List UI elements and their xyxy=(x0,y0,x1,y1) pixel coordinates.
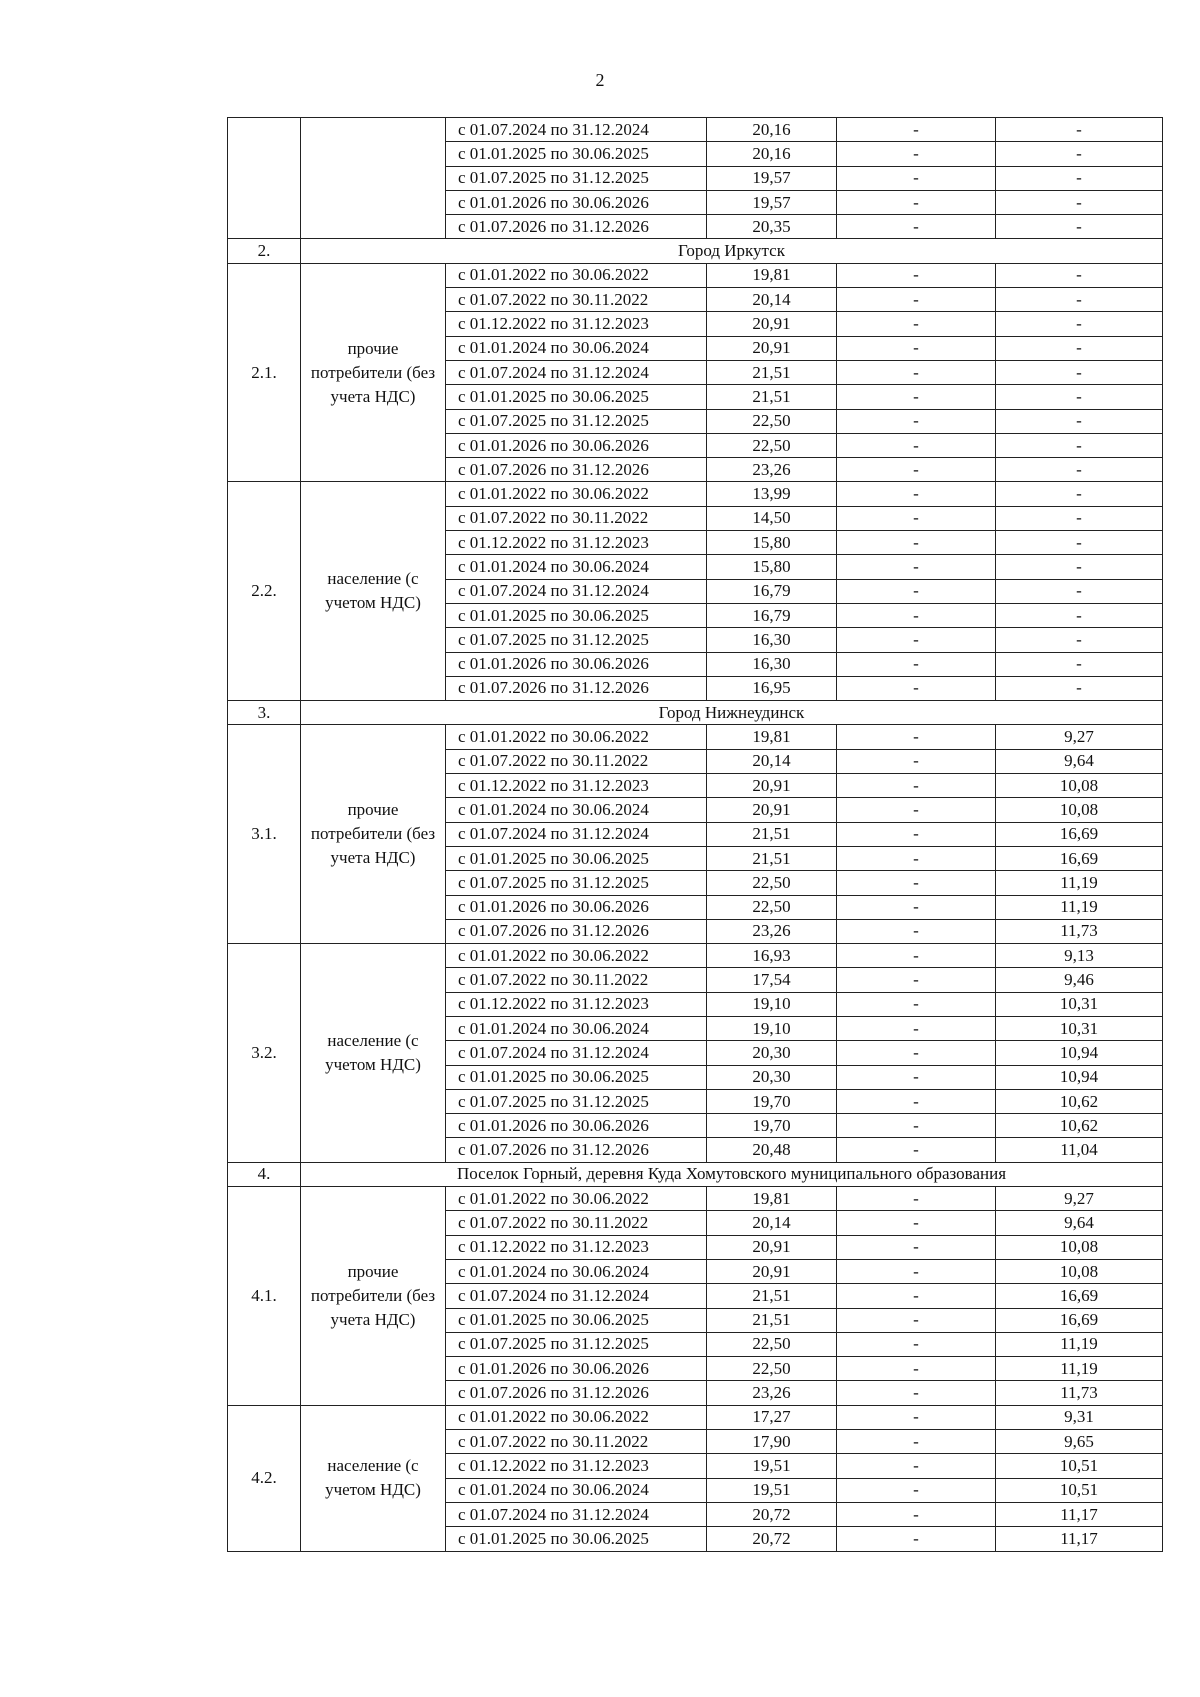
value-cell: - xyxy=(996,118,1163,142)
value-cell: 23,26 xyxy=(707,919,837,943)
period-cell: с 01.07.2025 по 31.12.2025 xyxy=(446,871,707,895)
value-cell: - xyxy=(837,1405,996,1429)
value-cell: - xyxy=(837,871,996,895)
value-cell: 14,50 xyxy=(707,506,837,530)
value-cell: - xyxy=(837,1114,996,1138)
period-cell: с 01.01.2024 по 30.06.2024 xyxy=(446,1259,707,1283)
value-cell: 17,90 xyxy=(707,1430,837,1454)
table-row xyxy=(228,263,1163,287)
value-cell: - xyxy=(837,628,996,652)
period-cell: с 01.12.2022 по 31.12.2023 xyxy=(446,992,707,1016)
value-cell: 10,31 xyxy=(996,992,1163,1016)
value-cell: 20,14 xyxy=(707,749,837,773)
period-cell: с 01.01.2024 по 30.06.2024 xyxy=(446,555,707,579)
period-cell: с 01.07.2024 по 31.12.2024 xyxy=(446,360,707,384)
value-cell: - xyxy=(837,676,996,700)
period-cell: с 01.01.2025 по 30.06.2025 xyxy=(446,385,707,409)
group-number: 4.1. xyxy=(228,1187,301,1406)
value-cell: 21,51 xyxy=(707,822,837,846)
value-cell: - xyxy=(837,288,996,312)
value-cell: - xyxy=(996,215,1163,239)
value-cell: 22,50 xyxy=(707,1357,837,1381)
period-cell: с 01.07.2026 по 31.12.2026 xyxy=(446,1138,707,1162)
value-cell: 16,95 xyxy=(707,676,837,700)
period-cell: с 01.12.2022 по 31.12.2023 xyxy=(446,1235,707,1259)
table-row xyxy=(228,944,1163,968)
value-cell: 11,04 xyxy=(996,1138,1163,1162)
value-cell: 23,26 xyxy=(707,1381,837,1405)
value-cell: 20,91 xyxy=(707,798,837,822)
period-cell: с 01.07.2024 по 31.12.2024 xyxy=(446,579,707,603)
period-cell: с 01.07.2022 по 30.11.2022 xyxy=(446,968,707,992)
period-cell: с 01.01.2024 по 30.06.2024 xyxy=(446,1478,707,1502)
value-cell: 19,57 xyxy=(707,166,837,190)
value-cell: - xyxy=(837,506,996,530)
value-cell: 19,81 xyxy=(707,1187,837,1211)
value-cell: - xyxy=(837,1478,996,1502)
consumer-group-label: прочие потребители (без учета НДС) xyxy=(301,263,446,482)
value-cell: - xyxy=(837,1284,996,1308)
value-cell: 10,08 xyxy=(996,1235,1163,1259)
value-cell: 16,69 xyxy=(996,846,1163,870)
value-cell: 21,51 xyxy=(707,1284,837,1308)
value-cell: 20,91 xyxy=(707,312,837,336)
value-cell: - xyxy=(837,1016,996,1040)
period-cell: с 01.07.2026 по 31.12.2026 xyxy=(446,676,707,700)
value-cell: 21,51 xyxy=(707,846,837,870)
period-cell: с 01.01.2026 по 30.06.2026 xyxy=(446,1357,707,1381)
value-cell: 10,51 xyxy=(996,1478,1163,1502)
value-cell: - xyxy=(837,652,996,676)
value-cell: 20,30 xyxy=(707,1041,837,1065)
value-cell: - xyxy=(837,215,996,239)
value-cell: - xyxy=(996,458,1163,482)
value-cell: 10,94 xyxy=(996,1041,1163,1065)
value-cell: - xyxy=(996,312,1163,336)
value-cell: 21,51 xyxy=(707,360,837,384)
value-cell: - xyxy=(837,458,996,482)
value-cell: - xyxy=(837,1041,996,1065)
value-cell: - xyxy=(996,336,1163,360)
table-row xyxy=(228,1405,1163,1429)
period-cell: с 01.07.2025 по 31.12.2025 xyxy=(446,628,707,652)
value-cell: - xyxy=(837,895,996,919)
period-cell: с 01.01.2024 по 30.06.2024 xyxy=(446,798,707,822)
value-cell: 16,30 xyxy=(707,652,837,676)
value-cell: 9,64 xyxy=(996,1211,1163,1235)
section-number: 4. xyxy=(228,1162,301,1186)
period-cell: с 01.01.2025 по 30.06.2025 xyxy=(446,1527,707,1551)
value-cell: - xyxy=(837,482,996,506)
value-cell: 23,26 xyxy=(707,458,837,482)
value-cell: 9,64 xyxy=(996,749,1163,773)
section-header-row xyxy=(228,701,1163,725)
value-cell: 19,70 xyxy=(707,1114,837,1138)
period-cell: с 01.07.2024 по 31.12.2024 xyxy=(446,1502,707,1526)
value-cell: 11,73 xyxy=(996,1381,1163,1405)
section-title: Город Иркутск xyxy=(301,239,1163,263)
value-cell: - xyxy=(996,506,1163,530)
consumer-group-label: население (с учетом НДС) xyxy=(301,482,446,701)
section-number: 2. xyxy=(228,239,301,263)
period-cell: с 01.07.2024 по 31.12.2024 xyxy=(446,118,707,142)
period-cell: с 01.01.2022 по 30.06.2022 xyxy=(446,725,707,749)
table-row xyxy=(228,482,1163,506)
item-number-cell xyxy=(228,118,301,239)
group-number: 3.1. xyxy=(228,725,301,944)
value-cell: - xyxy=(837,385,996,409)
period-cell: с 01.07.2022 по 30.11.2022 xyxy=(446,749,707,773)
value-cell: - xyxy=(996,531,1163,555)
value-cell: - xyxy=(837,579,996,603)
table-row xyxy=(228,118,1163,142)
value-cell: 20,91 xyxy=(707,774,837,798)
period-cell: с 01.07.2025 по 31.12.2025 xyxy=(446,166,707,190)
value-cell: - xyxy=(837,1332,996,1356)
value-cell: - xyxy=(837,749,996,773)
consumer-group-label: население (с учетом НДС) xyxy=(301,1405,446,1551)
value-cell: - xyxy=(996,263,1163,287)
value-cell: 22,50 xyxy=(707,409,837,433)
period-cell: с 01.01.2025 по 30.06.2025 xyxy=(446,846,707,870)
value-cell: - xyxy=(837,1381,996,1405)
value-cell: 21,51 xyxy=(707,385,837,409)
value-cell: 20,14 xyxy=(707,288,837,312)
value-cell: - xyxy=(837,531,996,555)
period-cell: с 01.01.2026 по 30.06.2026 xyxy=(446,1114,707,1138)
value-cell: - xyxy=(996,579,1163,603)
section-title: Город Нижнеудинск xyxy=(301,701,1163,725)
value-cell: 16,30 xyxy=(707,628,837,652)
value-cell: 10,62 xyxy=(996,1114,1163,1138)
value-cell: - xyxy=(996,166,1163,190)
value-cell: 19,10 xyxy=(707,1016,837,1040)
value-cell: 20,16 xyxy=(707,118,837,142)
period-cell: с 01.01.2025 по 30.06.2025 xyxy=(446,1065,707,1089)
period-cell: с 01.01.2022 по 30.06.2022 xyxy=(446,1187,707,1211)
consumer-group-label: прочие потребители (без учета НДС) xyxy=(301,1187,446,1406)
value-cell: 20,91 xyxy=(707,1235,837,1259)
value-cell: 19,57 xyxy=(707,190,837,214)
period-cell: с 01.07.2026 по 31.12.2026 xyxy=(446,215,707,239)
period-cell: с 01.01.2022 по 30.06.2022 xyxy=(446,263,707,287)
value-cell: 16,69 xyxy=(996,1308,1163,1332)
consumer-group-cell xyxy=(301,118,446,239)
value-cell: - xyxy=(837,142,996,166)
value-cell: 20,48 xyxy=(707,1138,837,1162)
period-cell: с 01.07.2022 по 30.11.2022 xyxy=(446,1211,707,1235)
table-row xyxy=(228,725,1163,749)
period-cell: с 01.01.2026 по 30.06.2026 xyxy=(446,895,707,919)
value-cell: 16,69 xyxy=(996,1284,1163,1308)
value-cell: - xyxy=(837,1308,996,1332)
tariff-table xyxy=(227,117,1163,1552)
period-cell: с 01.01.2024 по 30.06.2024 xyxy=(446,336,707,360)
value-cell: 20,91 xyxy=(707,336,837,360)
value-cell: 9,27 xyxy=(996,725,1163,749)
value-cell: 9,65 xyxy=(996,1430,1163,1454)
value-cell: - xyxy=(996,142,1163,166)
value-cell: 11,19 xyxy=(996,1332,1163,1356)
period-cell: с 01.01.2025 по 30.06.2025 xyxy=(446,603,707,627)
period-cell: с 01.07.2022 по 30.11.2022 xyxy=(446,1430,707,1454)
value-cell: 20,72 xyxy=(707,1502,837,1526)
value-cell: 10,08 xyxy=(996,1259,1163,1283)
value-cell: 22,50 xyxy=(707,895,837,919)
value-cell: 11,19 xyxy=(996,895,1163,919)
value-cell: 20,30 xyxy=(707,1065,837,1089)
value-cell: 10,08 xyxy=(996,774,1163,798)
period-cell: с 01.12.2022 по 31.12.2023 xyxy=(446,1454,707,1478)
value-cell: 16,93 xyxy=(707,944,837,968)
value-cell: 11,19 xyxy=(996,871,1163,895)
value-cell: - xyxy=(837,968,996,992)
value-cell: 11,17 xyxy=(996,1502,1163,1526)
value-cell: 22,50 xyxy=(707,1332,837,1356)
section-header-row xyxy=(228,1162,1163,1186)
group-number: 2.1. xyxy=(228,263,301,482)
value-cell: 16,69 xyxy=(996,822,1163,846)
value-cell: - xyxy=(996,482,1163,506)
value-cell: - xyxy=(996,676,1163,700)
value-cell: 21,51 xyxy=(707,1308,837,1332)
value-cell: 22,50 xyxy=(707,433,837,457)
value-cell: - xyxy=(837,166,996,190)
value-cell: 13,99 xyxy=(707,482,837,506)
value-cell: 11,17 xyxy=(996,1527,1163,1551)
period-cell: с 01.07.2022 по 30.11.2022 xyxy=(446,288,707,312)
value-cell: 19,51 xyxy=(707,1454,837,1478)
value-cell: - xyxy=(837,822,996,846)
value-cell: 16,79 xyxy=(707,603,837,627)
value-cell: 10,31 xyxy=(996,1016,1163,1040)
value-cell: 22,50 xyxy=(707,871,837,895)
table-row xyxy=(228,1187,1163,1211)
value-cell: - xyxy=(837,360,996,384)
value-cell: - xyxy=(837,1138,996,1162)
value-cell: 19,51 xyxy=(707,1478,837,1502)
value-cell: - xyxy=(996,288,1163,312)
value-cell: - xyxy=(996,385,1163,409)
consumer-group-label: население (с учетом НДС) xyxy=(301,944,446,1163)
value-cell: - xyxy=(996,433,1163,457)
period-cell: с 01.12.2022 по 31.12.2023 xyxy=(446,774,707,798)
value-cell: - xyxy=(996,628,1163,652)
page-number: 2 xyxy=(595,70,605,90)
value-cell: 19,70 xyxy=(707,1089,837,1113)
value-cell: - xyxy=(837,409,996,433)
period-cell: с 01.01.2022 по 30.06.2022 xyxy=(446,482,707,506)
value-cell: - xyxy=(837,1527,996,1551)
value-cell: 11,73 xyxy=(996,919,1163,943)
value-cell: - xyxy=(837,992,996,1016)
value-cell: 20,16 xyxy=(707,142,837,166)
value-cell: - xyxy=(837,1187,996,1211)
period-cell: с 01.01.2022 по 30.06.2022 xyxy=(446,944,707,968)
period-cell: с 01.07.2024 по 31.12.2024 xyxy=(446,1041,707,1065)
value-cell: - xyxy=(996,603,1163,627)
value-cell: 9,27 xyxy=(996,1187,1163,1211)
value-cell: - xyxy=(837,118,996,142)
value-cell: - xyxy=(996,409,1163,433)
value-cell: - xyxy=(837,336,996,360)
section-title: Поселок Горный, деревня Куда Хомутовского муниципального образования xyxy=(301,1162,1163,1186)
value-cell: 16,79 xyxy=(707,579,837,603)
value-cell: 9,46 xyxy=(996,968,1163,992)
period-cell: с 01.07.2022 по 30.11.2022 xyxy=(446,506,707,530)
value-cell: 10,94 xyxy=(996,1065,1163,1089)
value-cell: - xyxy=(837,555,996,579)
value-cell: 19,81 xyxy=(707,263,837,287)
value-cell: - xyxy=(837,774,996,798)
period-cell: с 01.01.2026 по 30.06.2026 xyxy=(446,190,707,214)
value-cell: - xyxy=(837,798,996,822)
value-cell: 20,91 xyxy=(707,1259,837,1283)
value-cell: 20,72 xyxy=(707,1527,837,1551)
value-cell: - xyxy=(837,190,996,214)
period-cell: с 01.07.2026 по 31.12.2026 xyxy=(446,919,707,943)
value-cell: - xyxy=(837,725,996,749)
value-cell: 17,27 xyxy=(707,1405,837,1429)
period-cell: с 01.01.2026 по 30.06.2026 xyxy=(446,652,707,676)
period-cell: с 01.07.2024 по 31.12.2024 xyxy=(446,1284,707,1308)
value-cell: - xyxy=(837,312,996,336)
value-cell: - xyxy=(837,1089,996,1113)
value-cell: - xyxy=(837,1430,996,1454)
value-cell: - xyxy=(837,1065,996,1089)
value-cell: - xyxy=(996,360,1163,384)
period-cell: с 01.01.2024 по 30.06.2024 xyxy=(446,1016,707,1040)
value-cell: - xyxy=(837,1211,996,1235)
value-cell: 11,19 xyxy=(996,1357,1163,1381)
value-cell: 17,54 xyxy=(707,968,837,992)
section-number: 3. xyxy=(228,701,301,725)
period-cell: с 01.07.2025 по 31.12.2025 xyxy=(446,409,707,433)
group-number: 4.2. xyxy=(228,1405,301,1551)
period-cell: с 01.07.2025 по 31.12.2025 xyxy=(446,1332,707,1356)
section-header-row xyxy=(228,239,1163,263)
consumer-group-label: прочие потребители (без учета НДС) xyxy=(301,725,446,944)
value-cell: 10,62 xyxy=(996,1089,1163,1113)
value-cell: - xyxy=(837,919,996,943)
period-cell: с 01.01.2022 по 30.06.2022 xyxy=(446,1405,707,1429)
period-cell: с 01.12.2022 по 31.12.2023 xyxy=(446,531,707,555)
group-number: 3.2. xyxy=(228,944,301,1163)
value-cell: - xyxy=(837,846,996,870)
period-cell: с 01.01.2025 по 30.06.2025 xyxy=(446,1308,707,1332)
value-cell: - xyxy=(837,603,996,627)
period-cell: с 01.12.2022 по 31.12.2023 xyxy=(446,312,707,336)
value-cell: - xyxy=(996,652,1163,676)
value-cell: 10,51 xyxy=(996,1454,1163,1478)
value-cell: - xyxy=(996,190,1163,214)
value-cell: - xyxy=(837,1357,996,1381)
value-cell: - xyxy=(837,944,996,968)
value-cell: 15,80 xyxy=(707,555,837,579)
value-cell: 15,80 xyxy=(707,531,837,555)
period-cell: с 01.01.2026 по 30.06.2026 xyxy=(446,433,707,457)
period-cell: с 01.07.2026 по 31.12.2026 xyxy=(446,1381,707,1405)
value-cell: - xyxy=(996,555,1163,579)
period-cell: с 01.07.2024 по 31.12.2024 xyxy=(446,822,707,846)
value-cell: - xyxy=(837,1502,996,1526)
period-cell: с 01.07.2025 по 31.12.2025 xyxy=(446,1089,707,1113)
period-cell: с 01.01.2025 по 30.06.2025 xyxy=(446,142,707,166)
group-number: 2.2. xyxy=(228,482,301,701)
value-cell: 19,10 xyxy=(707,992,837,1016)
period-cell: с 01.07.2026 по 31.12.2026 xyxy=(446,458,707,482)
value-cell: 10,08 xyxy=(996,798,1163,822)
value-cell: 9,31 xyxy=(996,1405,1163,1429)
value-cell: 9,13 xyxy=(996,944,1163,968)
value-cell: 20,35 xyxy=(707,215,837,239)
value-cell: - xyxy=(837,1259,996,1283)
value-cell: - xyxy=(837,1454,996,1478)
value-cell: - xyxy=(837,263,996,287)
value-cell: 20,14 xyxy=(707,1211,837,1235)
value-cell: 19,81 xyxy=(707,725,837,749)
value-cell: - xyxy=(837,1235,996,1259)
value-cell: - xyxy=(837,433,996,457)
